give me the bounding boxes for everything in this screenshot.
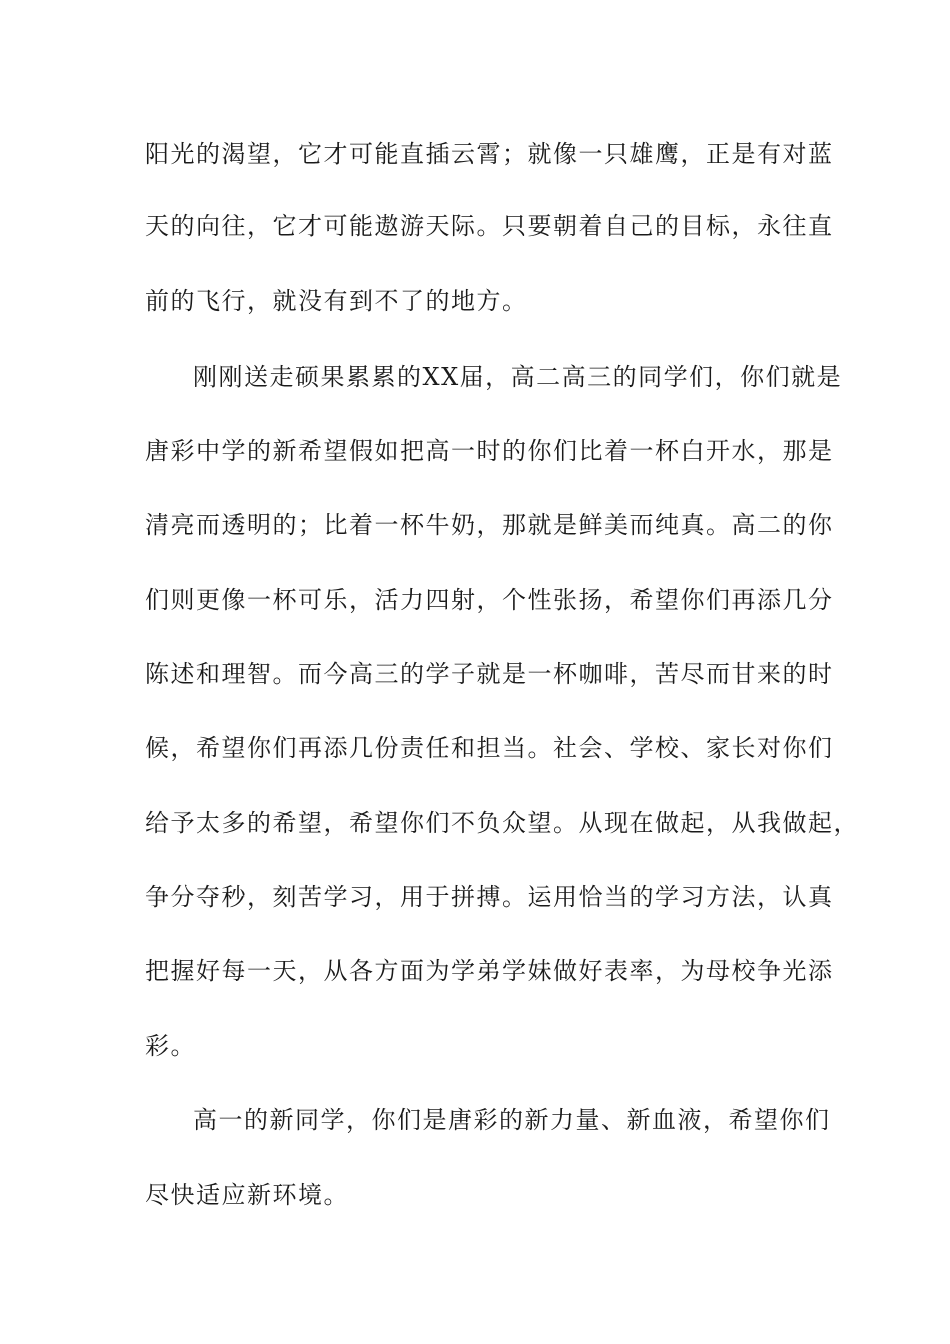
- text-line: 们则更像一杯可乐，活力四射，个性张扬，希望你们再添几分: [145, 586, 834, 614]
- text-line: 清亮而透明的；比着一杯牛奶，那就是鲜美而纯真。高二的你: [145, 511, 834, 539]
- text-line: 唐彩中学的新希望假如把高一时的你们比着一杯白开水，那是: [145, 437, 834, 465]
- text-line: 天的向往，它才可能遨游天际。只要朝着自己的目标，永往直: [145, 212, 834, 240]
- text-line: 尽快适应新环境。: [145, 1181, 349, 1209]
- text-line: 刚刚送走硕果累累的XX届，高二高三的同学们，你们就是: [193, 363, 843, 391]
- text-line: 彩。: [145, 1032, 196, 1060]
- text-line: 阳光的渴望，它才可能直插云霄；就像一只雄鹰，正是有对蓝: [145, 140, 834, 168]
- text-line: 候，希望你们再添几份责任和担当。社会、学校、家长对你们: [145, 734, 834, 762]
- text-line: 前的飞行，就没有到不了的地方。: [145, 287, 528, 315]
- text-line: 陈述和理智。而今高三的学子就是一杯咖啡，苦尽而甘来的时: [145, 660, 834, 688]
- text-line: 争分夺秒，刻苦学习，用于拼搏。运用恰当的学习方法，认真: [145, 883, 834, 911]
- text-line: 把握好每一天，从各方面为学弟学妹做好表率，为母校争光添: [145, 957, 834, 985]
- text-line: 高一的新同学，你们是唐彩的新力量、新血液，希望你们: [193, 1106, 831, 1134]
- text-line: 给予太多的希望，希望你们不负众望。从现在做起，从我做起，: [145, 809, 859, 837]
